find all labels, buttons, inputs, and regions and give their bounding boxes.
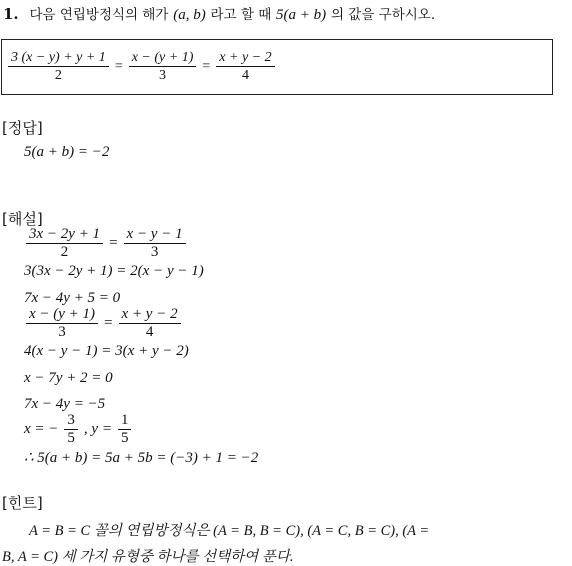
- y-value-prefix: , y =: [83, 421, 112, 437]
- fraction-numerator: 3x − 2y + 1: [26, 226, 103, 244]
- hint-line-1: A = B = C 꼴의 연립방정식은 (A = B, B = C), (A = C, B = C), (A =: [29, 523, 430, 539]
- fraction-denominator: 4: [241, 68, 249, 83]
- fraction-numerator: x + y − 2: [119, 306, 181, 324]
- solution-fraction-right: [119, 306, 181, 341]
- equals-sign: =: [114, 58, 123, 74]
- question-expr: 5(a + b): [276, 7, 327, 23]
- solution-fraction-right: [124, 226, 186, 261]
- question-line: [3, 3, 435, 24]
- fraction-numerator: 1: [118, 412, 132, 430]
- equals-sign: =: [104, 315, 113, 331]
- solution-line-4: [24, 306, 183, 341]
- fraction-numerator: x − (y + 1): [129, 49, 197, 67]
- fraction-denominator: 2: [54, 68, 62, 83]
- question-text-mid: 라고 할 때: [210, 7, 272, 23]
- solution-line-8: [24, 412, 133, 447]
- solution-line-7: 7x − 4y = −5: [24, 396, 106, 412]
- solution-label: [해설]: [2, 210, 43, 228]
- solution-line-2: 3(3x − 2y + 1) = 2(x − y − 1): [24, 263, 204, 279]
- fraction-denominator: 3: [58, 324, 66, 340]
- question-text-post: 의 값을 구하시오.: [330, 7, 436, 23]
- system-fraction-3: [216, 49, 274, 84]
- fraction-numerator: x + y − 2: [216, 49, 274, 67]
- answer-label: [정답]: [2, 119, 43, 137]
- x-value-prefix: x = −: [24, 421, 59, 437]
- answer-value: 5(a + b) = −2: [24, 144, 110, 160]
- equals-sign: =: [109, 235, 118, 251]
- question-number: 1.: [3, 5, 19, 23]
- fraction-denominator: 3: [150, 244, 159, 260]
- hint-line-2: B, A = C) 세 가지 유형중 하나를 선택하여 푼다.: [2, 549, 294, 565]
- solution-line-6: x − 7y + 2 = 0: [24, 370, 113, 386]
- fraction-denominator: 5: [120, 430, 129, 446]
- hint-label: [힌트]: [2, 494, 43, 512]
- system-fraction-2: [129, 49, 197, 84]
- fraction-numerator: 3 (x − y) + y + 1: [8, 49, 109, 67]
- question-pair: (a, b): [173, 7, 206, 23]
- equation-box: [1, 39, 553, 95]
- x-fraction: [64, 412, 78, 447]
- equals-sign: =: [202, 58, 211, 74]
- solution-line-3: 7x − 4y + 5 = 0: [24, 290, 121, 306]
- solution-line-5: 4(x − y − 1) = 3(x + y − 2): [24, 343, 189, 359]
- solution-line-1: [24, 226, 188, 261]
- solution-line-9: ∴ 5(a + b) = 5a + 5b = (−3) + 1 = −2: [24, 450, 259, 466]
- solution-fraction-left: [26, 226, 103, 261]
- fraction-numerator: x − (y + 1): [26, 306, 98, 324]
- fraction-numerator: x − y − 1: [124, 226, 186, 244]
- question-text-pre: 다음 연립방정식의 해가: [29, 7, 169, 23]
- fraction-denominator: 2: [60, 244, 69, 260]
- system-fraction-1: [8, 49, 109, 84]
- fraction-numerator: 3: [64, 412, 78, 430]
- solution-fraction-left: [26, 306, 98, 341]
- fraction-denominator: 4: [145, 324, 154, 340]
- y-fraction: [118, 412, 132, 447]
- fraction-denominator: 5: [67, 430, 75, 446]
- fraction-denominator: 3: [159, 68, 167, 83]
